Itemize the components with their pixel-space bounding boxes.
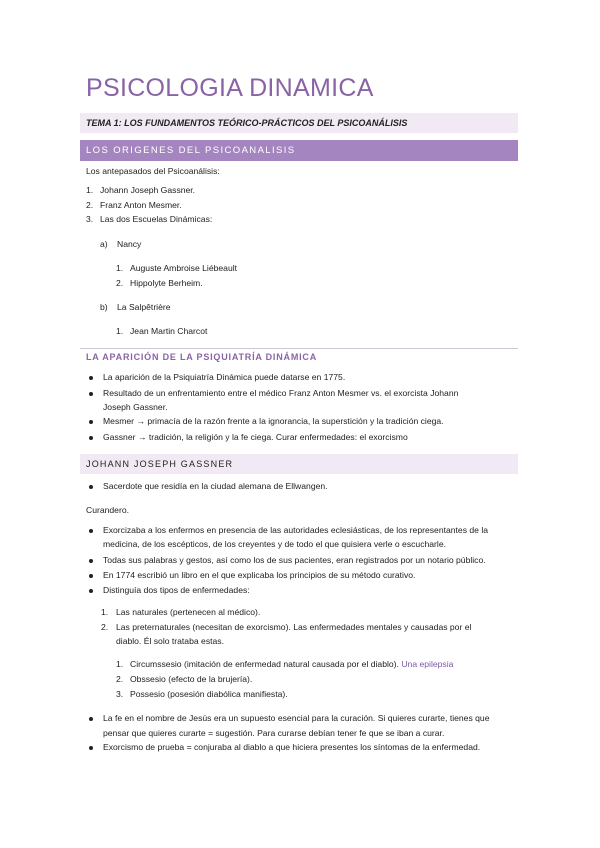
bullet-text: En 1774 escribió un libro en el que explicaba los principios de su método curativo. xyxy=(103,570,416,580)
list-item: Jean Martin Charcot xyxy=(130,326,208,336)
bullet-icon xyxy=(89,529,93,533)
list-number: 2. xyxy=(86,200,94,210)
page-title: PSICOLOGIA DINAMICA xyxy=(86,74,374,102)
list-item: Las naturales (pertenecen al médico). xyxy=(116,607,261,617)
bullet-text: Todas sus palabras y gestos, así como los de sus pacientes, eran registrados por un notario público. xyxy=(103,555,486,565)
bullet-icon xyxy=(89,392,93,396)
list-item: Hippolyte Berheim. xyxy=(130,278,203,288)
bullet-icon xyxy=(89,436,93,440)
list-item: La Salpêtrière xyxy=(117,302,171,312)
list-item xyxy=(130,657,453,672)
bullet-text: La fe en el nombre de Jesús era un supuesto esencial para la curación. Si quieres curarte, tienes que xyxy=(103,713,490,723)
bullet-icon xyxy=(89,376,93,380)
bullet-text: La aparición de la Psiquiatría Dinámica puede datarse en 1775. xyxy=(103,372,346,382)
bullet-text: Distinguía dos tipos de enfermedades: xyxy=(103,585,250,595)
bullet-icon xyxy=(89,485,93,489)
bullet-icon xyxy=(89,420,93,424)
bullet-icon xyxy=(89,559,93,563)
bullet-text: Exorcizaba a los enfermos en presencia de las autoridades eclesiásticas, de los representantes de la xyxy=(103,525,489,535)
bullet-text: medicina, de los escépticos, de los creyentes y de todo el que quisiera verle o escucharle. xyxy=(103,539,446,549)
section-aparicion-heading: LA APARICIÓN DE LA PSIQUIATRÍA DINÁMICA xyxy=(86,352,318,362)
list-item: Possesio (posesión diabólica manifiesta). xyxy=(130,689,288,699)
list-number: 1. xyxy=(116,326,124,336)
list-number: 1. xyxy=(86,185,94,195)
bullet-icon xyxy=(89,717,93,721)
bullet-icon xyxy=(89,589,93,593)
section-origenes-heading: LOS ORIGENES DEL PSICOANALISIS xyxy=(80,140,518,161)
list-number: 3. xyxy=(86,214,94,224)
epilepsia-link[interactable]: Una epilepsia xyxy=(401,659,454,669)
list-item: Franz Anton Mesmer. xyxy=(100,200,182,210)
list-number: 2. xyxy=(101,622,109,632)
bullet-text: Joseph Gassner. xyxy=(103,402,168,412)
bullet-text: Sacerdote que residía en la ciudad alemana de Ellwangen. xyxy=(103,481,328,491)
tema-heading: TEMA 1: LOS FUNDAMENTOS TEÓRICO-PRÁCTICOS DEL PSICOANÁLISIS xyxy=(80,113,518,133)
list-number: 2. xyxy=(116,674,124,684)
list-number: 1. xyxy=(101,607,109,617)
list-number: 2. xyxy=(116,278,124,288)
section-divider xyxy=(80,348,518,349)
list-item: Las preternaturales (necesitan de exorcismo). Las enfermedades mentales y causadas por el xyxy=(116,622,472,632)
bullet-text: pensar que quieres curarte = sugestión. Para curarse debían tener fe que se iban a curar. xyxy=(103,728,445,738)
curandero-text: Curandero. xyxy=(86,505,129,515)
list-number: 1. xyxy=(116,263,124,273)
intro-text: Los antepasados del Psicoanálisis: xyxy=(86,166,220,176)
sub-item-text: Circumssesio (imitación de enfermedad natural causada por el diablo). xyxy=(130,659,399,669)
bullet-icon xyxy=(89,574,93,578)
bullet-text: Mesmer → primacía de la razón frente a la ignorancia, la superstición y la tradición ciega. xyxy=(103,416,444,426)
bullet-text: Exorcismo de prueba = conjuraba al diablo a que hiciera presentes los síntomas de la enfermedad. xyxy=(103,742,481,752)
list-number: 1. xyxy=(116,659,124,669)
list-item: Auguste Ambroise Liébeault xyxy=(130,263,238,273)
bullet-text: Resultado de un enfrentamiento entre el médico Franz Anton Mesmer vs. el exorcista Johann xyxy=(103,388,459,398)
list-item: Obssesio (efecto de la brujería). xyxy=(130,674,253,684)
list-item: Johann Joseph Gassner. xyxy=(100,185,196,195)
list-letter: a) xyxy=(100,239,108,249)
bullet-icon xyxy=(89,746,93,750)
list-item: Las dos Escuelas Dinámicas: xyxy=(100,214,213,224)
list-letter: b) xyxy=(100,302,108,312)
list-item: Nancy xyxy=(117,239,142,249)
list-item: diablo. Él solo trataba estas. xyxy=(116,636,224,646)
section-gassner-heading: JOHANN JOSEPH GASSNER xyxy=(80,454,518,474)
bullet-text: Gassner → tradición, la religión y la fe ciega. Curar enfermedades: el exorcismo xyxy=(103,432,408,442)
list-number: 3. xyxy=(116,689,124,699)
